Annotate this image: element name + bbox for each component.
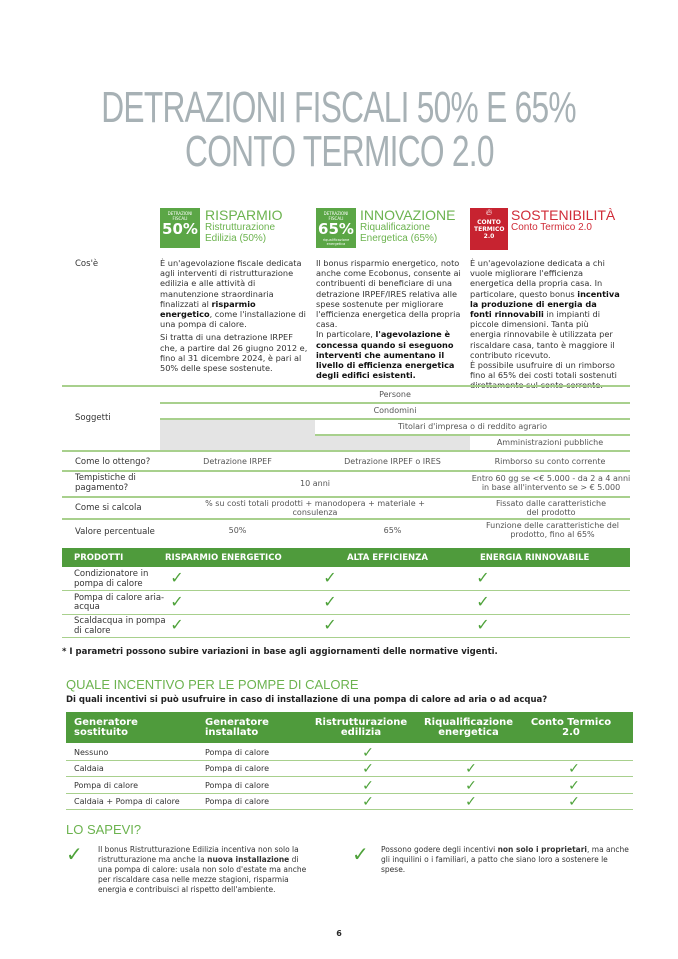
check-icon: ✓: [323, 591, 337, 611]
check-icon: ✓: [476, 568, 490, 587]
badge-65: DETRAZIONI FISCALI 65% riqualificazione energetica: [316, 208, 356, 248]
check-icon: ✓: [465, 761, 477, 778]
row-label-soggetti: Soggetti: [75, 413, 111, 423]
incentivo-row: [66, 794, 633, 810]
sapevi-tip-2: Possono godere degli incentivi non solo i proprietari, ma anche gli inquilini o i familiari, a patto che siano loro a sostenere le spese.: [381, 845, 629, 874]
header-cell: ENERGIA RINNOVABILE: [480, 553, 590, 563]
header-cell: Riqualificazione energetica: [423, 717, 514, 738]
incentivo-row: [66, 778, 633, 794]
row-label-tempistiche: Tempistiche di pagamento?: [75, 473, 136, 493]
section-title-incentivo: QUALE INCENTIVO PER LE POMPE DI CALORE: [66, 677, 359, 692]
header-cell: PRODOTTI: [74, 553, 124, 563]
question: Di quali incentivi si può usufruire in caso di installazione di una pompa di calore ad aria o ad acqua?: [66, 695, 548, 705]
generatore-sostituito: Nessuno: [74, 748, 109, 757]
divider: [62, 385, 630, 387]
check-icon: ✓: [362, 777, 374, 794]
check-icon: ✓: [170, 591, 184, 611]
section-title-sapevi: LO SAPEVI?: [66, 822, 142, 837]
product-name: Pompa di calore aria-acqua: [74, 592, 165, 612]
soggetto-titolari: Titolari d'impresa o di reddito agrario: [398, 422, 547, 431]
generatore-sostituito: Pompa di calore: [74, 780, 139, 790]
check-icon: ✓: [476, 591, 490, 611]
divider: [62, 496, 630, 498]
column-heading-innovazione: INNOVAZIONE Riqualificazione Energetica (65%): [360, 207, 456, 244]
check-icon: ✓: [362, 793, 374, 810]
cell: Fissato dalle caratteristiche del prodotto: [495, 499, 607, 517]
header-cell: ALTA EFFICIENZA: [347, 553, 428, 563]
generatore-installato: Pompa di calore: [205, 780, 270, 790]
row-label-calcola: Come si calcola: [75, 503, 142, 513]
check-icon: ✓: [323, 568, 337, 587]
generatore-installato: Pompa di calore: [205, 764, 270, 774]
check-icon: ✓: [362, 761, 374, 778]
badge-conto-termico: 🔥︎ CONTO TERMICO 2.0: [470, 208, 508, 250]
footnote: * I parametri possono subire variazioni in base agli aggiornamenti delle normative vigenti.: [62, 647, 498, 657]
generatore-installato: Pompa di calore: [205, 796, 270, 806]
row-label-cose: Cos'è: [75, 259, 99, 269]
gray-fill: [160, 419, 315, 450]
prodotti-row: [62, 568, 630, 591]
check-icon: ✓: [323, 615, 337, 634]
cose-col3: È un'agevolazione dedicata a chi vuole migliorare l'efficienza energetica della propria casa. In particolare, questo bonus incentiva la produzione di energia da fonti rinnovabili in impianti di piccole dimensioni. Tanta più energia rinnovabile è utilizzata per riscaldare casa, tanto è maggiore il contributo ricevuto. È possibile usufruire di un rimborso fino al 65% dei costi totali sostenuti: [470, 258, 620, 381]
cell: 65%: [383, 526, 402, 535]
generatore-sostituito: Caldaia + Pompa di calore: [74, 796, 180, 806]
page-number: 6: [336, 929, 342, 938]
incentivo-row: [66, 745, 633, 761]
check-icon: ✓: [568, 793, 580, 810]
prodotti-header: [62, 548, 630, 567]
cose-col2: Il bonus risparmio energetico, noto anche come Ecobonus, consente ai contribuenti di beneficiare di una detrazione IRPEF/IRES relativa alle spese sostenute per migliorare l'efficienza energetica della propria casa. In particolare, l'agevolazione è concessa quando si eseguono interventi che aumentano il livello di efficienza energetica degli edifici esistenti.: [316, 258, 461, 381]
divider: [62, 470, 630, 472]
prodotti-row: [62, 592, 630, 615]
row-label-valore: Valore percentuale: [75, 527, 155, 537]
header-cell: Ristrutturazione edilizia: [314, 717, 408, 738]
product-name: Scaldacqua in pompa di calore: [74, 616, 166, 636]
check-icon: ✓: [352, 842, 369, 866]
check-icon: ✓: [465, 777, 477, 794]
check-icon: ✓: [568, 761, 580, 778]
soggetto-persone: Persone: [379, 390, 411, 399]
row-label-ottengo: Come lo ottengo?: [75, 457, 151, 467]
cell: Funzione delle caratteristiche del prodotto, fino al 65%: [486, 521, 619, 539]
badge-50: DETRAZIONI FISCALI 50%: [160, 208, 200, 248]
generatore-installato: Pompa di calore: [205, 748, 270, 757]
cell: Rimborso su conto corrente: [494, 457, 606, 466]
cell: Detrazione IRPEF: [203, 457, 272, 466]
flame-icon: 🔥︎: [485, 208, 493, 218]
column-heading-risparmio: RISPARMIO Ristrutturazione Edilizia (50%): [205, 207, 283, 244]
cell: Entro 60 gg se <€ 5.000 - da 2 a 4 anni in base all'intervento se > € 5.000: [471, 474, 631, 492]
check-icon: ✓: [465, 793, 477, 810]
product-name: Condizionatore in pompa di calore: [74, 569, 149, 589]
soggetto-condomini: Condomini: [373, 406, 417, 415]
check-icon: ✓: [476, 615, 490, 634]
cell: 50%: [228, 526, 247, 535]
cose-col1: È un'agevolazione fiscale dedicata agli interventi di ristrutturazione edilizia e alle attività di manutenzione straordinaria finalizzati al risparmio energetico, come l'installazione di una pompa di calore. Si tratta di una detrazione IRPEF che, a partire dal 26 giugno 2012 e, fino al 31 dicembre 2024, è pari al 50% delle spese sostenute.: [160, 258, 308, 374]
cell: Detrazione IRPEF o IRES: [344, 457, 441, 466]
header-cell: Generatore sostituito: [74, 717, 138, 738]
header-cell: RISPARMIO ENERGETICO: [165, 553, 282, 563]
check-icon: ✓: [170, 615, 184, 634]
cell: 10 anni: [300, 479, 330, 488]
page-title-line-1: DETRAZIONI FISCALI 50% E 65%: [101, 83, 577, 132]
divider: [160, 402, 630, 404]
incentivo-row: [66, 761, 633, 777]
check-icon: ✓: [170, 568, 184, 587]
divider: [62, 518, 630, 520]
cell: % su costi totali prodotti + manodopera + materiale + consulenza: [205, 499, 425, 517]
soggetto-amministrazioni: Amministrazioni pubbliche: [496, 438, 604, 447]
divider: [160, 418, 630, 420]
generatore-sostituito: Caldaia: [74, 764, 104, 774]
gray-fill: [315, 435, 470, 450]
divider: [315, 434, 630, 436]
check-icon: ✓: [568, 777, 580, 794]
check-icon: ✓: [66, 842, 83, 866]
column-heading-sostenibilita: SOSTENIBILITÀ Conto Termico 2.0: [511, 207, 616, 233]
check-icon: ✓: [362, 745, 374, 761]
header-cell: Generatore installato: [205, 717, 269, 738]
prodotti-row: [62, 615, 630, 638]
header-cell: Conto Termico 2.0: [530, 717, 612, 738]
incentivo-header: [66, 712, 633, 743]
divider: [62, 450, 630, 452]
sapevi-tip-1: Il bonus Ristrutturazione Edilizia incentiva non solo la ristrutturazione ma anche la nuova installazione di una pompa di calore: usala non solo d'estate ma anche per riscaldare casa nelle mezze stagioni, risparmia energia e contribuisci al rispetto dell'ambiente.: [98, 845, 307, 894]
page-title-line-2: CONTO TERMICO 2.0: [184, 127, 494, 176]
